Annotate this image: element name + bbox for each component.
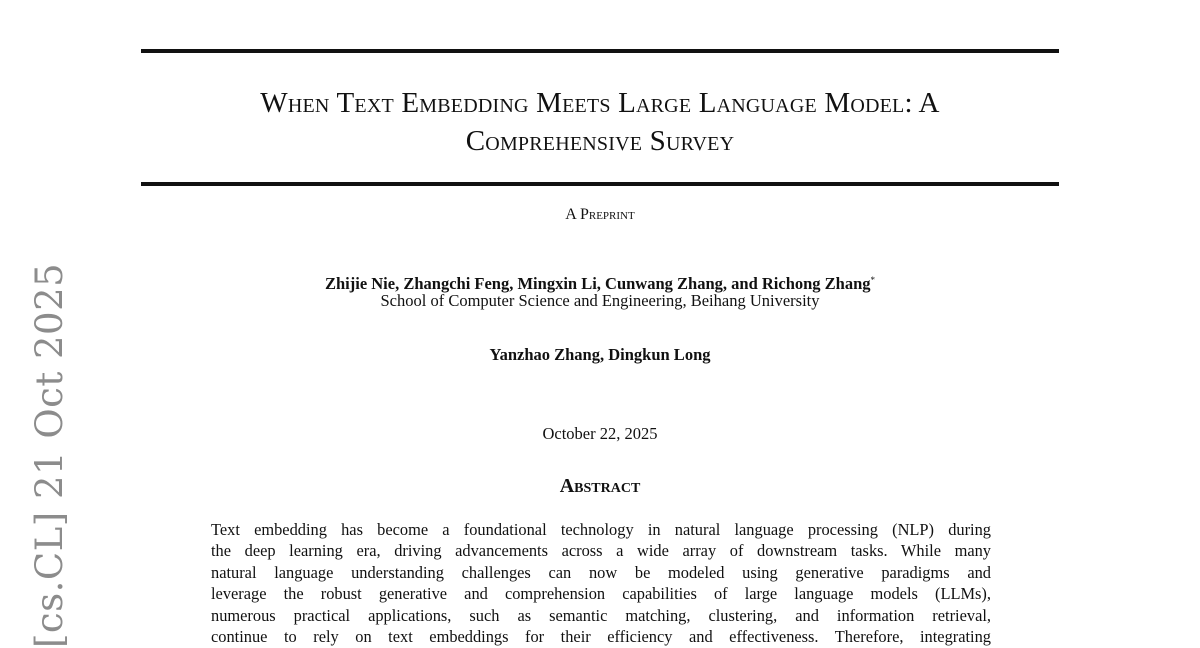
- publication-date: October 22, 2025: [542, 424, 658, 443]
- arxiv-side-stamp: [cs.CL] 21 Oct 2025: [28, 262, 71, 648]
- title-top-rule: [141, 49, 1059, 53]
- paper-title-line-1: When Text Embedding Meets Large Language Model: A: [260, 87, 940, 119]
- abstract-heading: Abstract: [559, 475, 641, 497]
- author-affiliation: School of Computer Science and Engineering, Beihang University: [380, 291, 820, 310]
- abstract-line: natural language understanding challenges can now be modeled using generative paradigms and: [211, 562, 991, 582]
- abstract-line: numerous practical applications, such as semantic matching, clustering, and information retrieval,: [211, 605, 991, 625]
- corresponding-author-mark[interactable]: *: [870, 275, 876, 285]
- abstract-body: [211, 519, 991, 647]
- paper-title-line-2: Comprehensive Survey: [465, 125, 735, 157]
- abstract-line: the deep learning era, driving advancements across a wide array of downstream tasks. While many: [211, 541, 991, 561]
- abstract-line: leverage the robust generative and comprehension capabilities of large language models (LLMs),: [211, 584, 991, 604]
- paper-title: [141, 84, 1059, 160]
- abstract-line: Text embedding has become a foundational technology in natural language processing (NLP) during: [211, 520, 991, 539]
- title-bottom-rule: [141, 182, 1059, 186]
- author-names-primary: Zhijie Nie, Zhangchi Feng, Mingxin Li, Cunwang Zhang, and Richong Zhang: [324, 274, 871, 293]
- author-list-secondary: Yanzhao Zhang, Dingkun Long: [489, 345, 711, 364]
- preprint-label: A Preprint: [565, 206, 635, 223]
- abstract-line: continue to rely on text embeddings for their efficiency and effectiveness. Therefore, integrating: [211, 627, 991, 647]
